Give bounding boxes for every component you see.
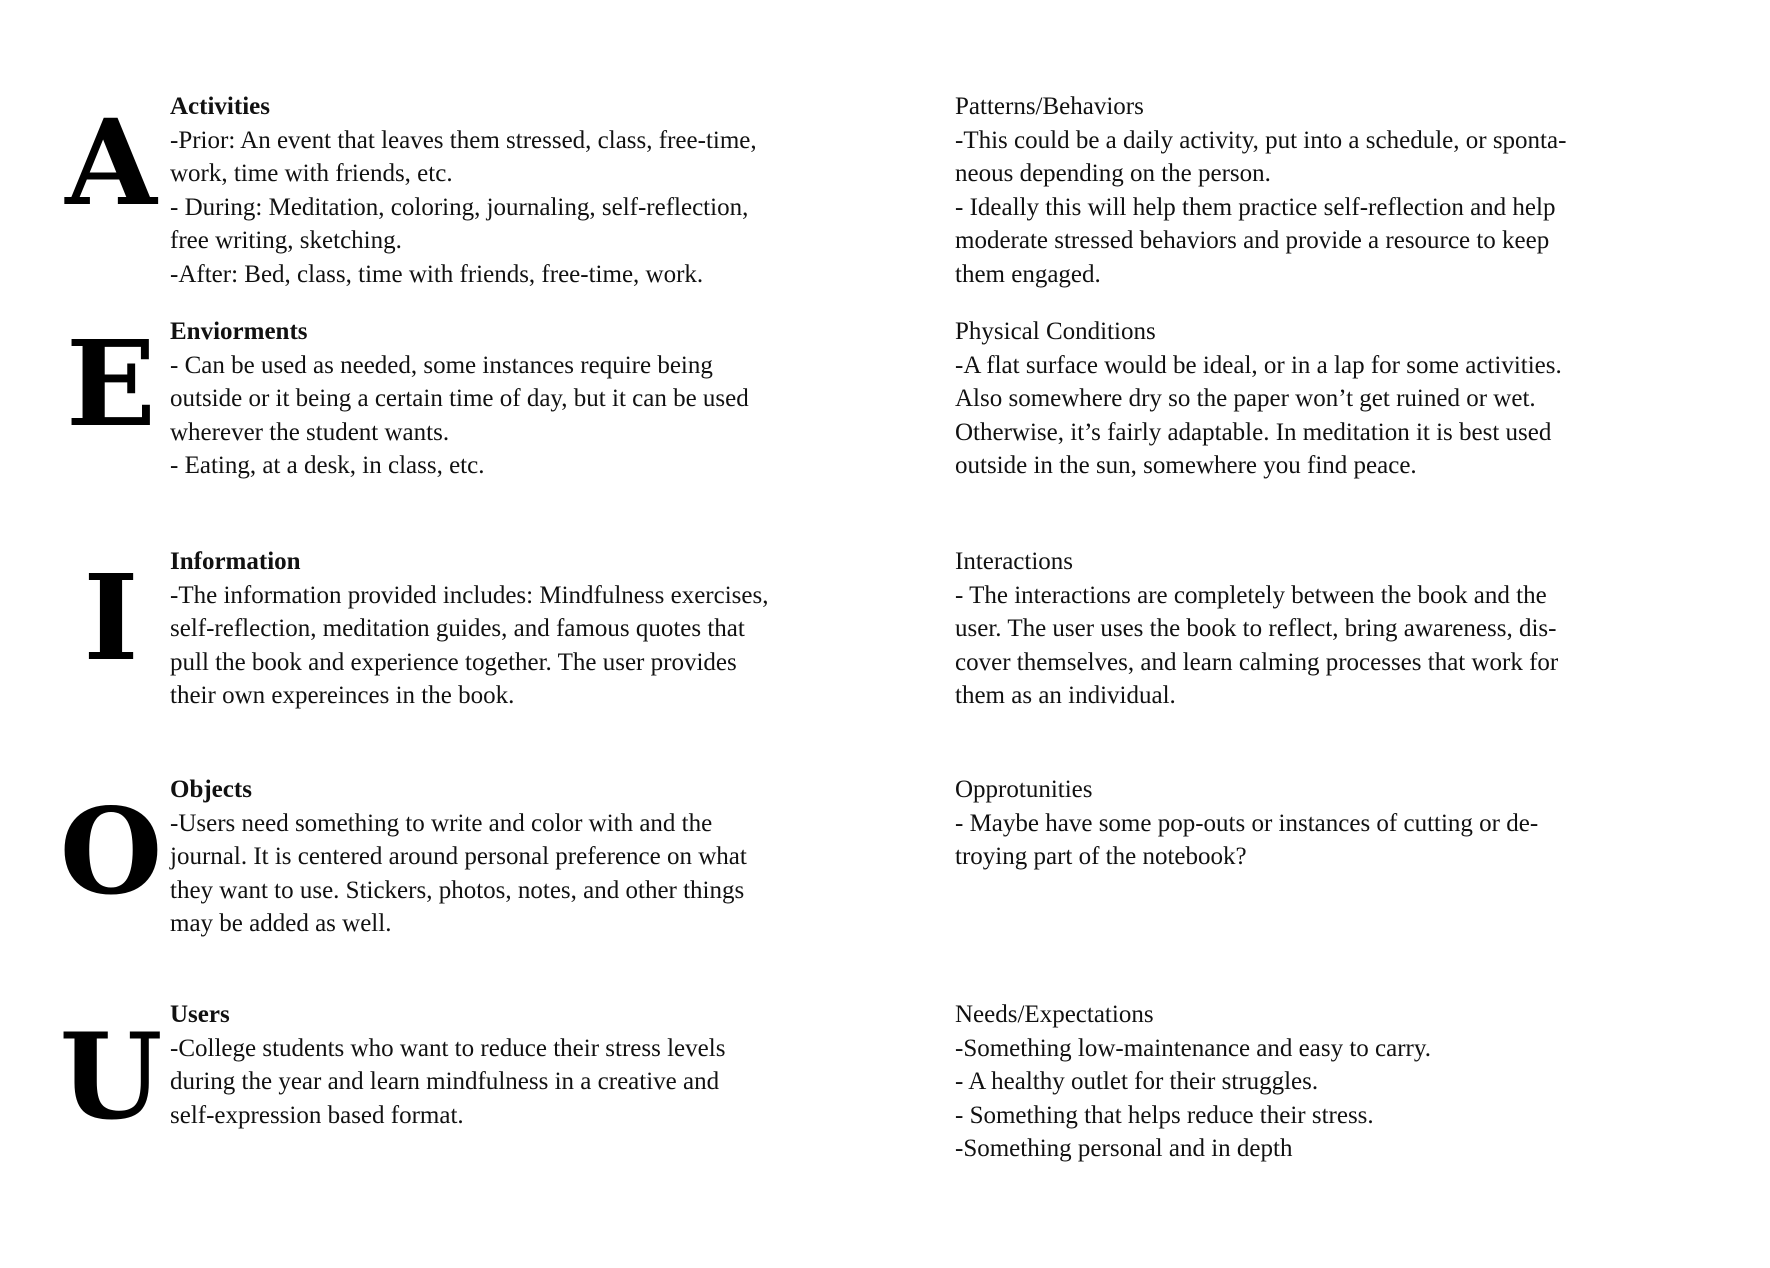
interactions-block	[955, 545, 1715, 713]
text-line: -After: Bed, class, time with friends, free-time, work.	[170, 260, 704, 288]
text-line: user. The user uses the book to reflect, bring awareness, dis-	[955, 615, 1557, 642]
section-heading: Information	[170, 548, 301, 575]
section-letter: E	[66, 314, 156, 453]
text-line: self-expression based format.	[170, 1101, 464, 1129]
text-line: - Maybe have some pop-outs or instances of cutting or de-	[955, 809, 1539, 837]
section-heading: Opprotunities	[955, 776, 1093, 803]
text-line: neous depending on the person.	[955, 160, 1271, 187]
section-a	[0, 90, 1770, 290]
text-line: -College students who want to reduce their stress levels	[170, 1034, 726, 1062]
section-letter: U	[59, 1007, 163, 1146]
section-heading: Objects	[170, 776, 252, 803]
physical-conditions-block	[955, 315, 1715, 483]
text-line: Also somewhere dry so the paper won’t get ruined or wet.	[955, 385, 1536, 412]
text-line: -Prior: An event that leaves them stressed, class, free-time,	[170, 126, 757, 154]
section-heading: Interactions	[955, 548, 1074, 575]
users-block	[170, 998, 910, 1132]
text-line: - Can be used as needed, some instances require being	[170, 351, 713, 379]
needs-expectations-block	[955, 998, 1715, 1166]
section-heading: Activities	[170, 93, 270, 120]
activities-block	[170, 90, 910, 291]
text-line: - A healthy outlet for their struggles.	[955, 1068, 1319, 1095]
section-e	[0, 315, 1770, 515]
section-heading: Needs/Expectations	[955, 1001, 1154, 1028]
text-line: outside in the sun, somewhere you find peace.	[955, 452, 1417, 479]
text-line: them engaged.	[955, 260, 1101, 288]
text-line: -The information provided includes: Mindfulness exercises,	[170, 581, 769, 609]
environments-block	[170, 315, 910, 483]
text-line: outside or it being a certain time of day, but it can be used	[170, 385, 749, 412]
text-line: -This could be a daily activity, put into a schedule, or sponta-	[955, 126, 1567, 154]
text-line: during the year and learn mindfulness in a creative and	[170, 1068, 720, 1095]
text-line: moderate stressed behaviors and provide a resource to keep	[955, 227, 1550, 254]
text-line: their own expereinces in the book.	[170, 682, 515, 709]
opportunities-block	[955, 773, 1715, 874]
text-line: -Users need something to write and color with and the	[170, 809, 713, 837]
section-heading: Physical Conditions	[955, 318, 1156, 345]
section-heading: Enviorments	[170, 318, 308, 345]
text-line: troying part of the notebook?	[955, 843, 1247, 870]
text-line: - Something that helps reduce their stress.	[955, 1101, 1374, 1129]
section-i	[0, 545, 1770, 745]
text-line: - Eating, at a desk, in class, etc.	[170, 452, 485, 479]
text-line: - During: Meditation, coloring, journaling, self-reflection,	[170, 193, 749, 221]
text-line: cover themselves, and learn calming processes that work for	[955, 648, 1559, 676]
section-u	[0, 998, 1770, 1198]
text-line: - Ideally this will help them practice self-reflection and help	[955, 193, 1556, 221]
text-line: - The interactions are completely between the book and the	[955, 581, 1547, 609]
text-line: -Something personal and in depth	[955, 1135, 1293, 1162]
text-line: self-reflection, meditation guides, and famous quotes that	[170, 615, 745, 642]
objects-block	[170, 773, 910, 941]
text-line: -A flat surface would be ideal, or in a lap for some activities.	[955, 351, 1562, 379]
text-line: work, time with friends, etc.	[170, 160, 453, 187]
text-line: Otherwise, it’s fairly adaptable. In meditation it is best used	[955, 418, 1552, 446]
section-heading: Users	[170, 1001, 230, 1028]
section-heading: Patterns/Behaviors	[955, 93, 1144, 120]
section-letter: I	[83, 548, 139, 687]
section-o	[0, 773, 1770, 973]
section-letter: O	[59, 782, 163, 921]
information-block	[170, 545, 910, 713]
text-line: wherever the student wants.	[170, 418, 450, 446]
patterns-behaviors-block	[955, 90, 1715, 291]
text-line: them as an individual.	[955, 682, 1176, 709]
text-line: journal. It is centered around personal preference on what	[170, 843, 747, 870]
text-line: free writing, sketching.	[170, 227, 402, 254]
text-line: they want to use. Stickers, photos, notes, and other things	[170, 876, 745, 904]
section-letter: A	[65, 93, 157, 232]
text-line: may be added as well.	[170, 910, 392, 937]
text-line: -Something low-maintenance and easy to carry.	[955, 1034, 1431, 1062]
text-line: pull the book and experience together. The user provides	[170, 648, 737, 676]
